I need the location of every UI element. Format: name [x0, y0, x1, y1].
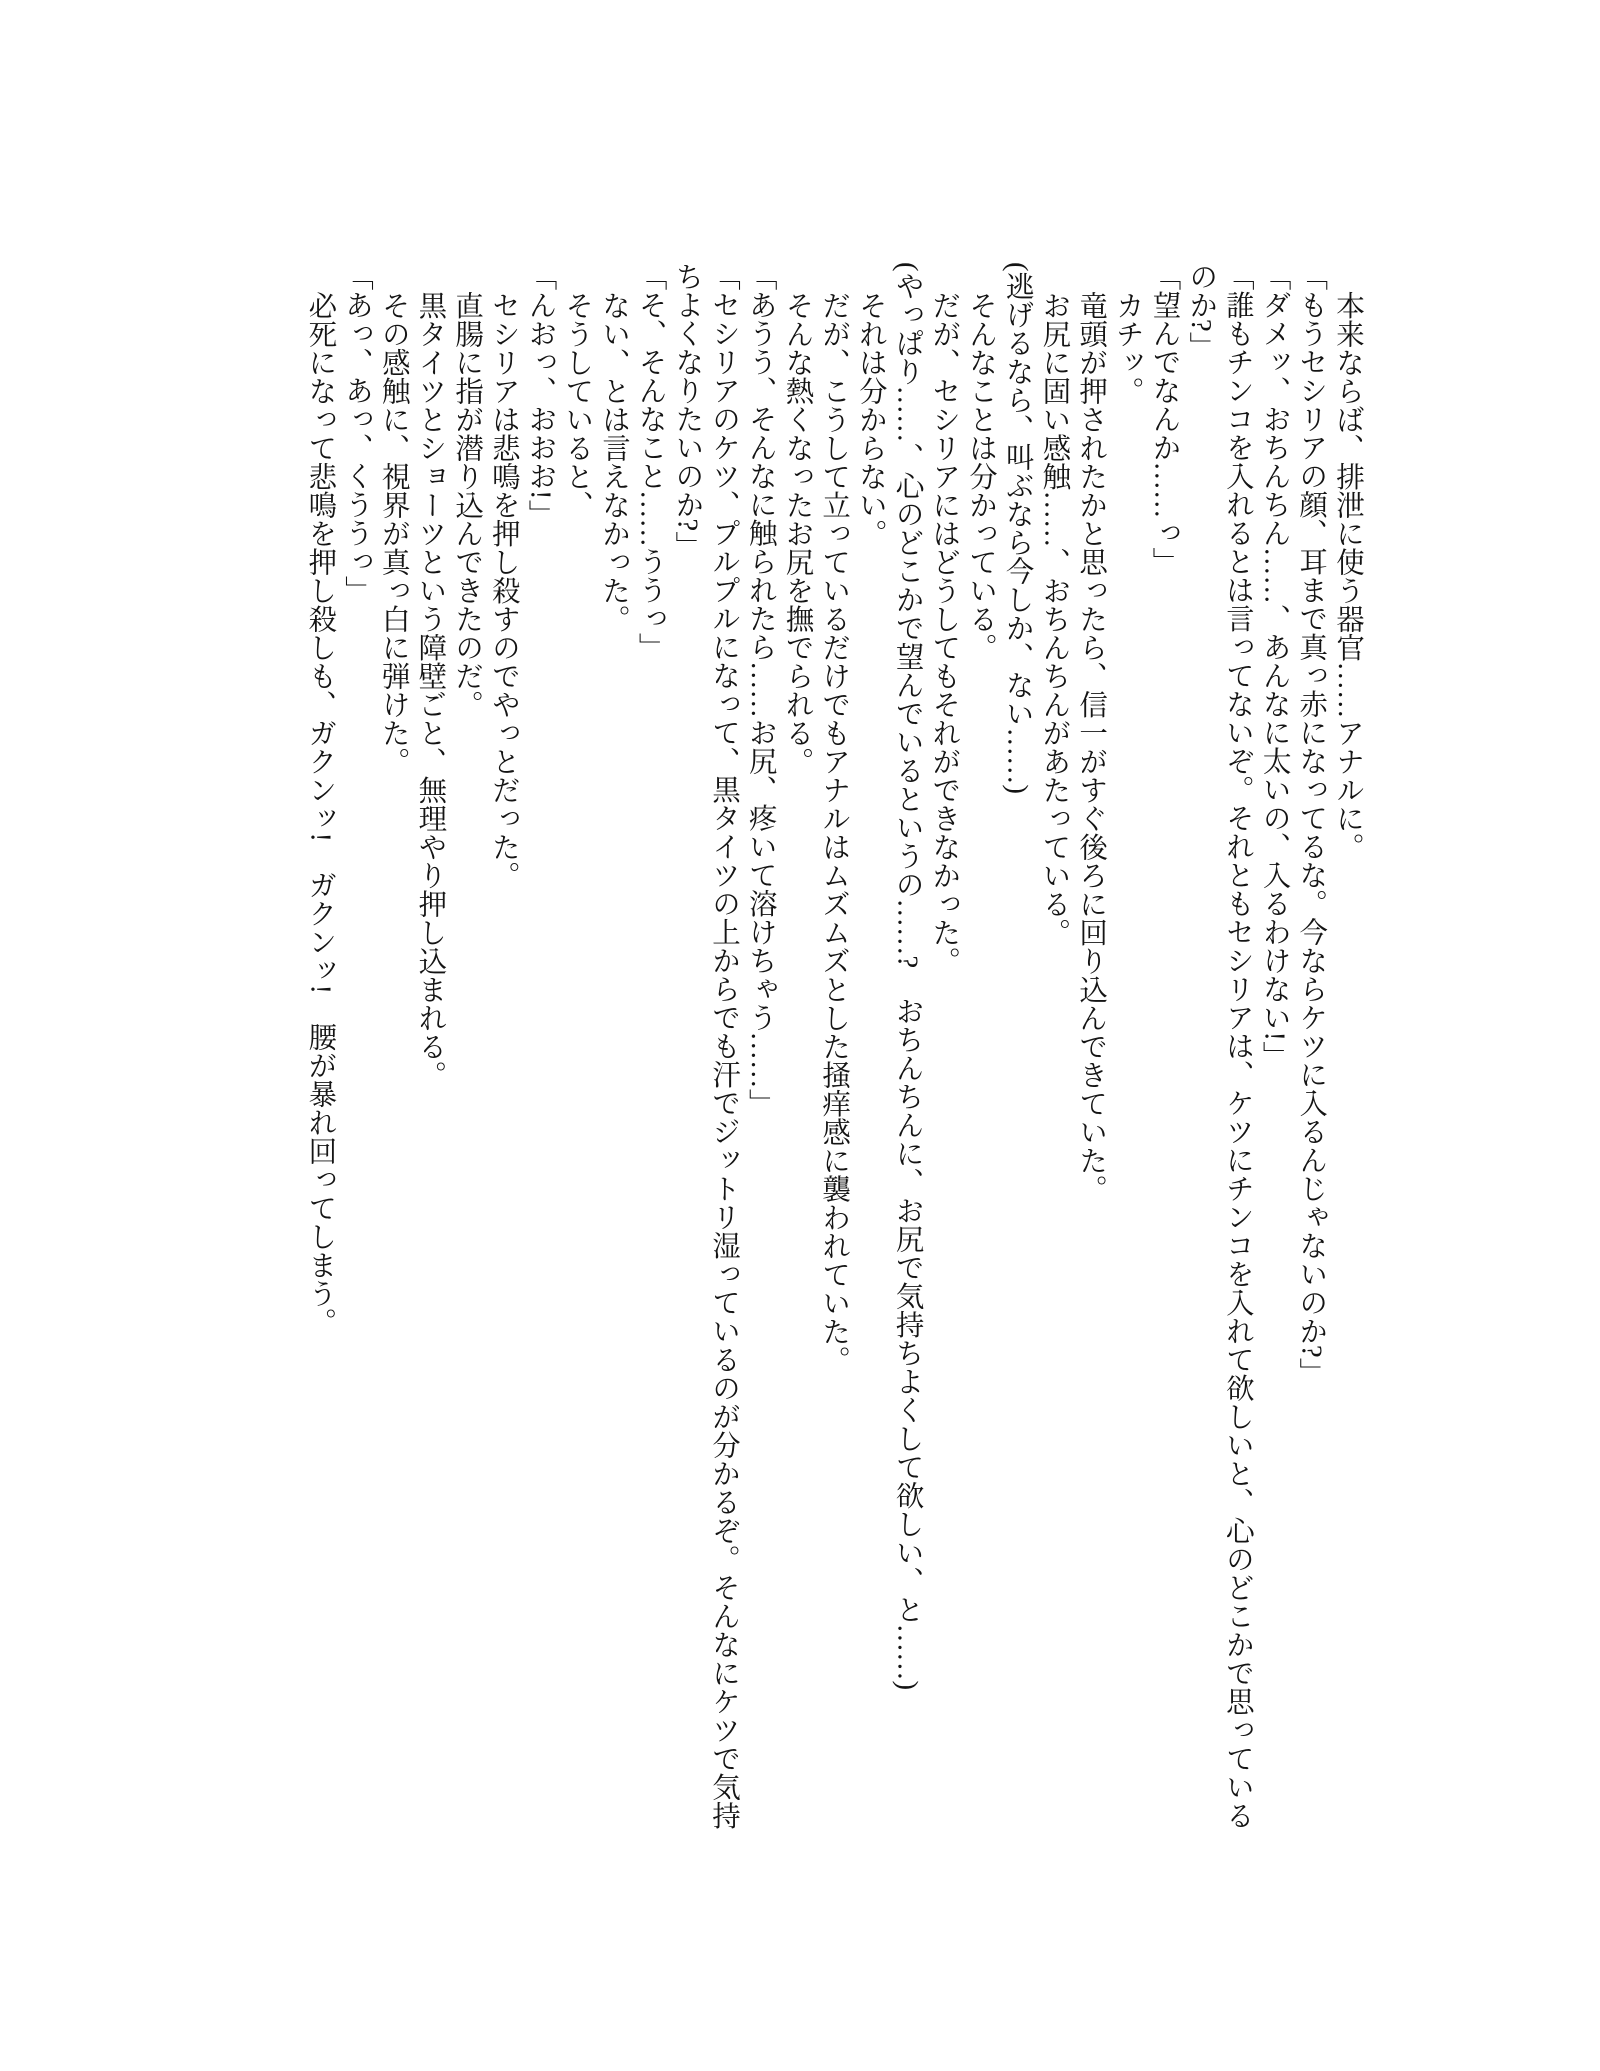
paragraph: (やっぱり……、心のどこかで望んでいるというの……? おちんちんに、お尻で気持ちよくして欲しい、と……): [891, 262, 923, 1691]
paragraph: そうしていると、: [561, 290, 593, 519]
paragraph: 黒タイツとショーツという障壁ごと、無理やり押し込まれる。: [414, 290, 446, 1089]
paragraph: そんなことは分かっている。: [964, 290, 996, 661]
paragraph: 竜頭が押されたかと思ったら、信一がすぐ後ろに回り込んできていた。: [1075, 290, 1107, 1203]
paragraph: その感触に、視界が真っ白に弾けた。: [377, 290, 409, 775]
paragraph: セシリアは悲鳴を押し殺すのでやっとだった。: [487, 290, 519, 889]
paragraph: 必死になって悲鳴を押し殺しも、ガクンッ! ガクンッ! 腰が暴れ回ってしまう。: [304, 290, 336, 1336]
paragraph: お尻に固い感触……、おちんちんがあたっている。: [1038, 290, 1070, 946]
paragraph: 「セシリアのケツ、プルプルになって、黒タイツの上からでも汗でジットリ湿っているのが分かるぞ。そんなにケツで気持ちよくなりたいのか?」: [671, 262, 740, 1830]
paragraph: 「誰もチンコを入れるとは言ってないぞ。それともセシリアは、ケツにチンコを入れて欲しいと、心のどこかで思っているのか?」: [1185, 262, 1253, 1830]
paragraph: 「望んでなんか……っ」: [1148, 262, 1180, 576]
vertical-text-block: [301, 262, 1365, 1830]
paragraph: だが、セシリアにはどうしてもそれができなかった。: [928, 290, 960, 975]
paragraph: 「ダメッ、おちんちん……、あんなに太いの、入るわけない!」: [1258, 262, 1290, 1070]
paragraph: (逃げるなら、叫ぶなら今しか、ない……): [1001, 262, 1033, 794]
paragraph: 「あうう、そんなに触られたら……お尻、疼いて溶けちゃう……」: [744, 262, 776, 1117]
paragraph: 「そ、そんなこと……ううっ」: [634, 262, 666, 661]
paragraph: そんな熱くなったお尻を撫でられる。: [781, 290, 813, 775]
paragraph: だが、こうして立っているだけでもアナルはムズムズとした掻痒感に襲われていた。: [818, 290, 850, 1374]
paragraph: 直腸に指が潜り込んできたのだ。: [451, 290, 483, 718]
paragraph: カチッ。: [1111, 290, 1143, 405]
paragraph: 「あっ、あっ、くううっ」: [341, 262, 373, 604]
paragraph: 本来ならば、排泄に使う器官……アナルに。: [1332, 290, 1363, 861]
paragraph: それは分からない。: [854, 290, 886, 547]
paragraph: 「んおっ、おおお!」: [524, 262, 556, 528]
paragraph: 「もうセシリアの顔、耳まで真っ赤になってるな。今ならケツに入るんじゃないのか?」: [1295, 262, 1327, 1387]
paragraph: ない、とは言えなかった。: [597, 290, 629, 633]
